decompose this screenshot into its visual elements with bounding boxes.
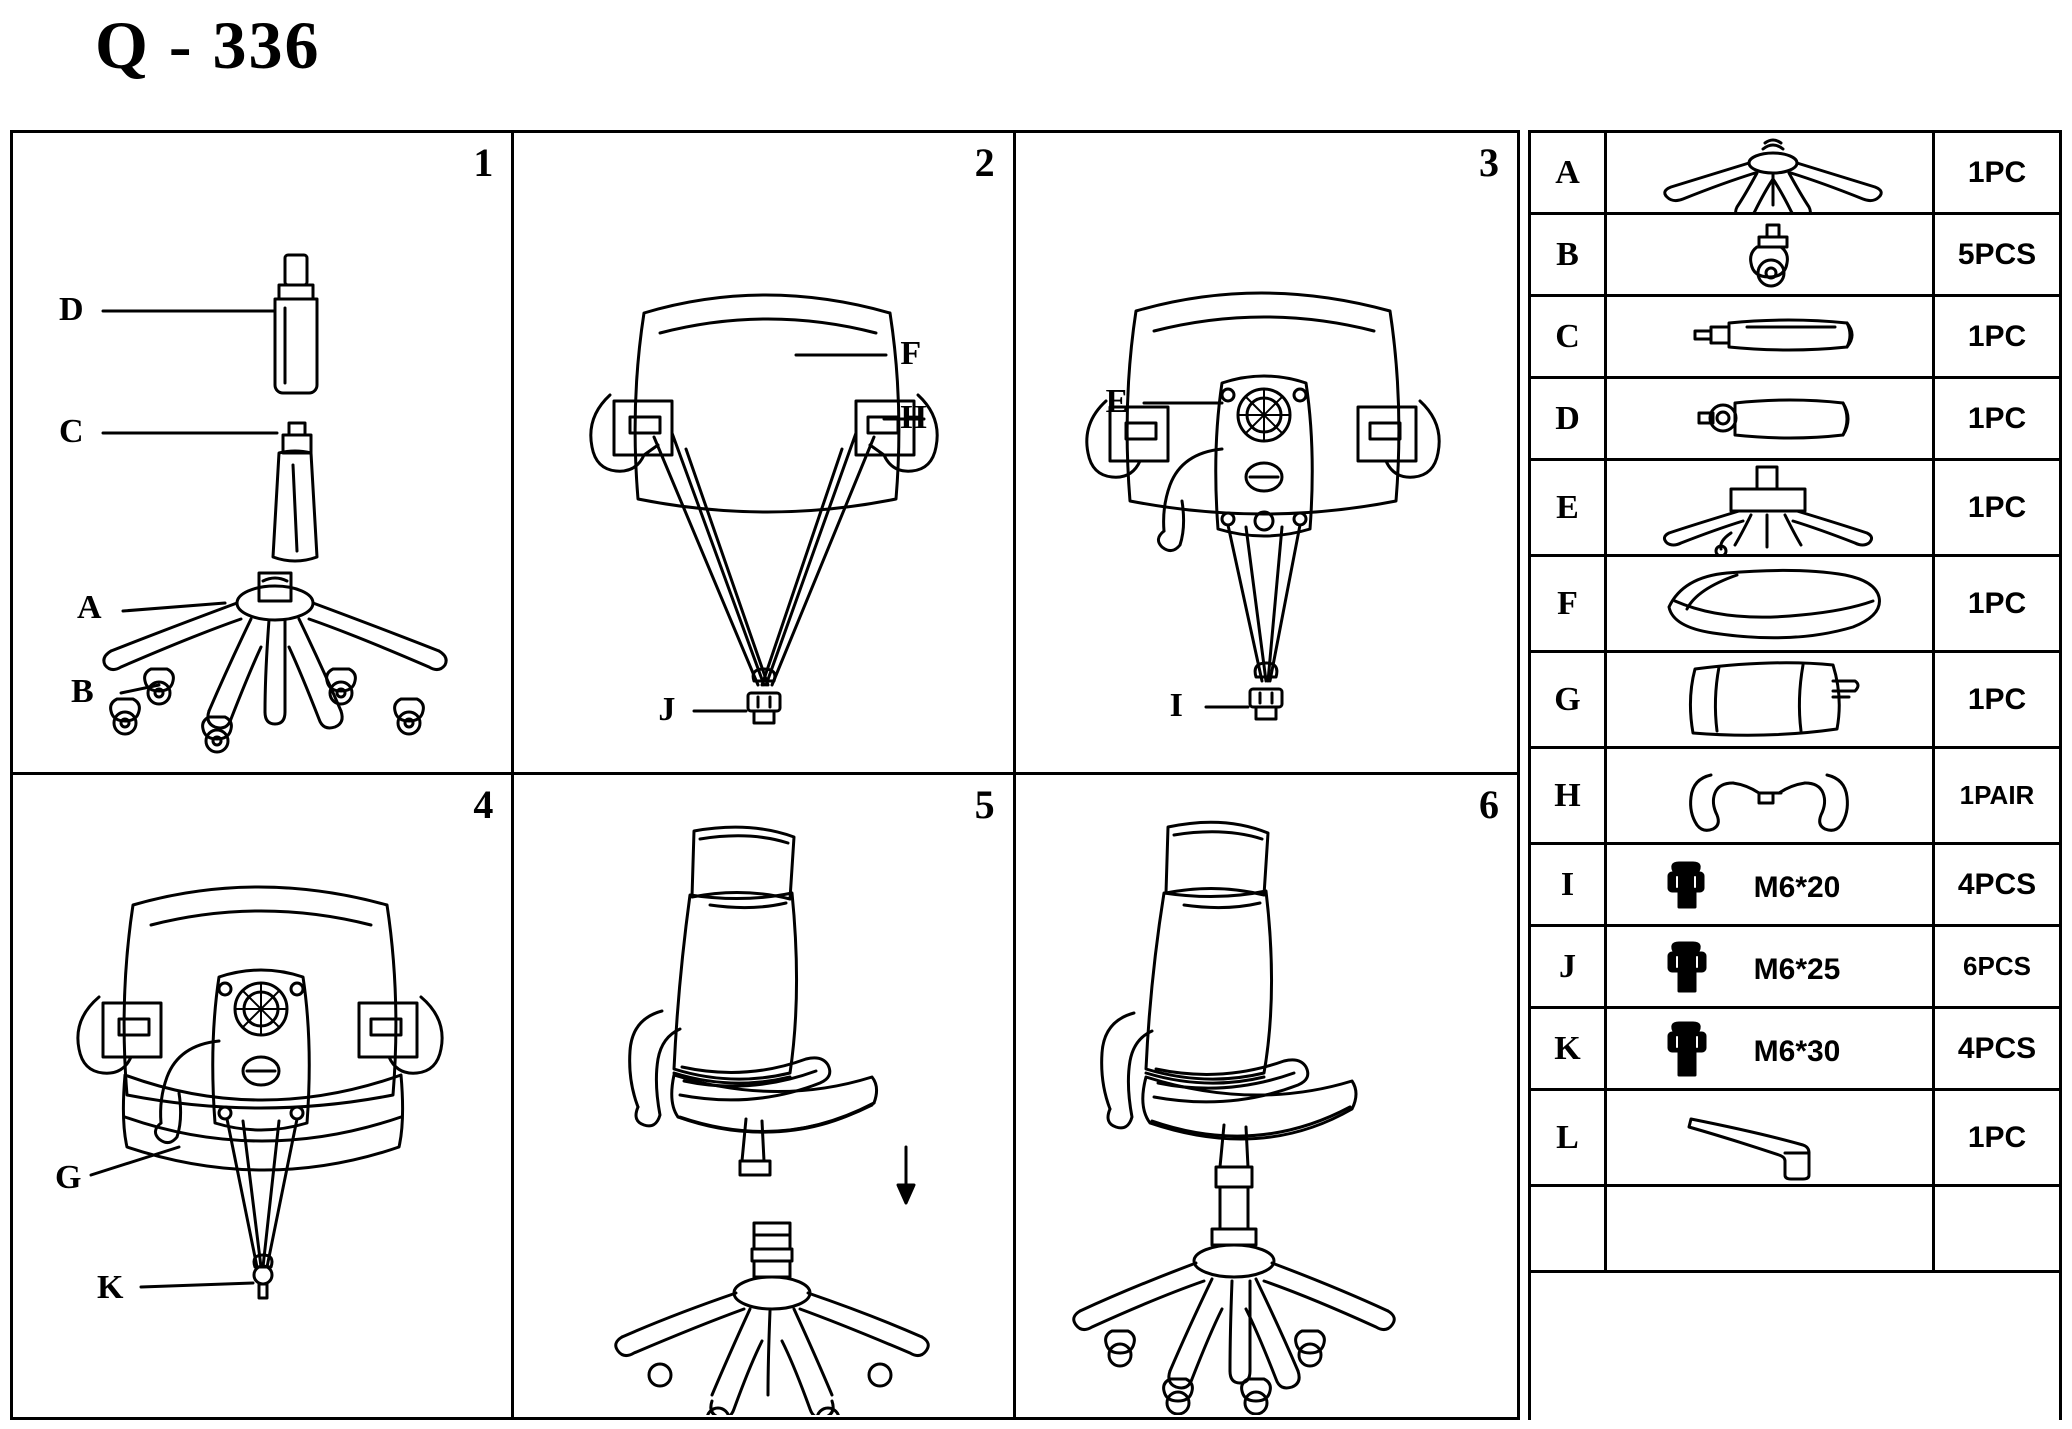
parts-row-F bbox=[1531, 557, 2059, 653]
part-quantity: 6PCS bbox=[1963, 951, 2031, 981]
part-spec-text: M6*20 bbox=[1753, 871, 1841, 904]
part-key: J bbox=[1531, 927, 1607, 1006]
step-number: 2 bbox=[974, 140, 995, 185]
part-quantity: 1PC bbox=[1967, 586, 2027, 620]
step-5-illustration bbox=[514, 775, 1014, 1415]
step-panel-6 bbox=[1016, 775, 1517, 1417]
step-2-illustration bbox=[514, 133, 1014, 773]
parts-row-E bbox=[1531, 461, 2059, 557]
step-number: 1 bbox=[473, 140, 494, 185]
step-4-illustration bbox=[13, 775, 513, 1415]
step-number: 6 bbox=[1479, 782, 1499, 827]
tilt-mechanism-icon bbox=[1607, 461, 1935, 554]
parts-row-A bbox=[1531, 133, 2059, 215]
steps-grid bbox=[10, 130, 1520, 1420]
bolt-icon bbox=[1607, 845, 1935, 924]
part-quantity: 1PC bbox=[1967, 155, 2027, 189]
chair-base-star-icon bbox=[1607, 133, 1935, 212]
allen-key-icon bbox=[1607, 1091, 1935, 1184]
parts-row-J bbox=[1531, 927, 2059, 1009]
part-key: B bbox=[1531, 215, 1607, 294]
step-number: 3 bbox=[1479, 140, 1499, 185]
gas-lift-cover-icon bbox=[1607, 379, 1935, 458]
part-quantity: 1PC bbox=[1967, 401, 2027, 435]
part-key: E bbox=[1531, 461, 1607, 554]
part-spec-text: M6*30 bbox=[1753, 1035, 1841, 1068]
parts-row-L bbox=[1531, 1091, 2059, 1187]
part-quantity: 1PC bbox=[1967, 682, 2027, 716]
step-3-label-E: E bbox=[1105, 383, 1129, 420]
step-2-label-F: F bbox=[900, 335, 922, 372]
part-key: K bbox=[1531, 1009, 1607, 1088]
part-spec-text: M6*25 bbox=[1753, 953, 1841, 986]
part-key bbox=[1531, 1187, 1607, 1270]
parts-row-B bbox=[1531, 215, 2059, 297]
armrest-pair-icon bbox=[1607, 749, 1935, 842]
parts-row-C bbox=[1531, 297, 2059, 379]
step-2-label-H: H bbox=[900, 399, 927, 436]
part-image-empty bbox=[1607, 1187, 1935, 1270]
step-panel-1 bbox=[13, 133, 514, 775]
part-key: H bbox=[1531, 749, 1607, 842]
parts-row-K bbox=[1531, 1009, 2059, 1091]
parts-row-blank bbox=[1531, 1187, 2059, 1273]
parts-row-H bbox=[1531, 749, 2059, 845]
parts-row-I bbox=[1531, 845, 2059, 927]
part-quantity: 4PCS bbox=[1957, 1031, 2037, 1065]
step-number: 4 bbox=[473, 782, 494, 827]
step-3-label-I: I bbox=[1169, 687, 1183, 724]
part-quantity bbox=[1935, 1187, 2059, 1270]
step-4-label-K: K bbox=[97, 1269, 124, 1306]
step-panel-2 bbox=[514, 133, 1015, 775]
part-quantity: 1PC bbox=[1967, 490, 2027, 524]
step-panel-3 bbox=[1016, 133, 1517, 775]
bolt-icon bbox=[1607, 927, 1935, 1006]
part-quantity: 1PC bbox=[1967, 1120, 2027, 1154]
part-key: L bbox=[1531, 1091, 1607, 1184]
step-1-label-D: D bbox=[59, 291, 84, 328]
step-panel-5 bbox=[514, 775, 1015, 1417]
step-4-label-G: G bbox=[55, 1159, 82, 1196]
step-1-label-C: C bbox=[59, 413, 84, 450]
page-title: Q - 336 bbox=[95, 7, 321, 83]
part-key: G bbox=[1531, 653, 1607, 746]
backrest-icon bbox=[1607, 653, 1935, 746]
step-2-label-J: J bbox=[658, 691, 676, 728]
step-1-label-B: B bbox=[71, 673, 94, 710]
part-key: F bbox=[1531, 557, 1607, 650]
parts-list-table bbox=[1528, 130, 2062, 1420]
part-key: I bbox=[1531, 845, 1607, 924]
bolt-icon bbox=[1607, 1009, 1935, 1088]
part-quantity: 4PCS bbox=[1957, 867, 2037, 901]
parts-row-G bbox=[1531, 653, 2059, 749]
step-6-illustration bbox=[1016, 775, 1516, 1415]
step-3-illustration bbox=[1016, 133, 1516, 773]
step-panel-4 bbox=[13, 775, 514, 1417]
part-quantity: 5PCS bbox=[1957, 237, 2037, 271]
part-quantity: 1PAIR bbox=[1959, 780, 2035, 810]
step-1-label-A: A bbox=[77, 589, 102, 626]
seat-cushion-icon bbox=[1607, 557, 1935, 650]
step-number: 5 bbox=[974, 782, 995, 827]
parts-row-D bbox=[1531, 379, 2059, 461]
part-key: A bbox=[1531, 133, 1607, 212]
caster-wheel-icon bbox=[1607, 215, 1935, 294]
gas-lift-cylinder-icon bbox=[1607, 297, 1935, 376]
part-quantity: 1PC bbox=[1967, 319, 2027, 353]
part-key: D bbox=[1531, 379, 1607, 458]
part-key: C bbox=[1531, 297, 1607, 376]
